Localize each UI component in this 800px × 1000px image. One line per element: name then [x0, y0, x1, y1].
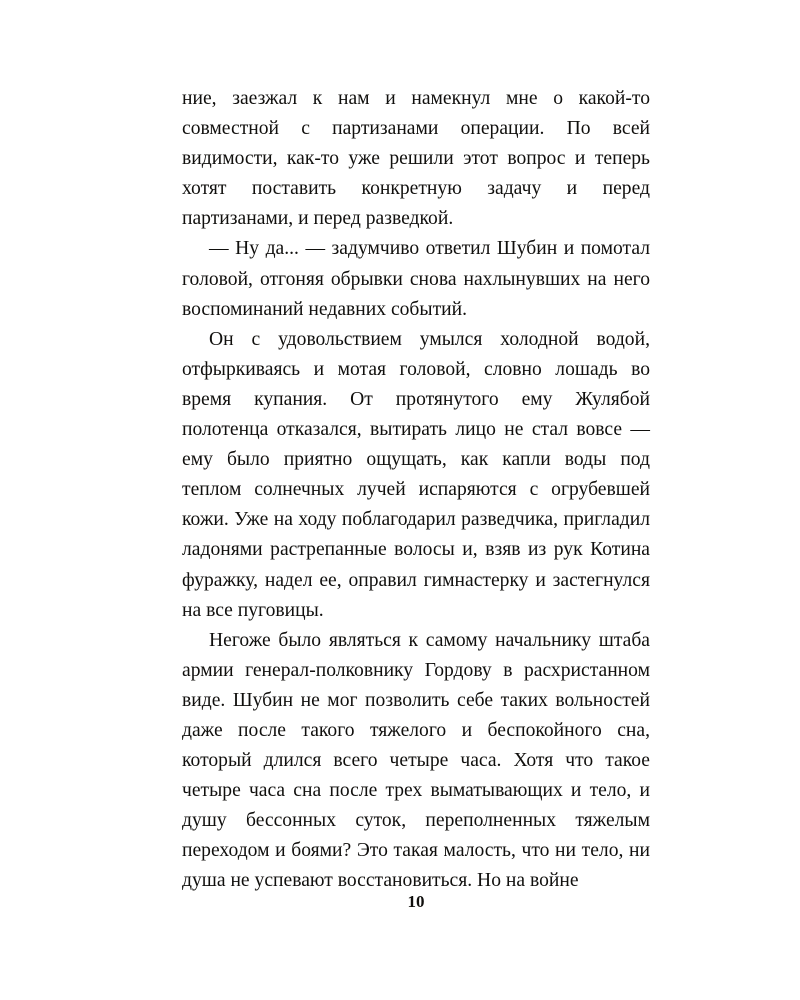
paragraph: Негоже было являться к самому начальнику штаба армии генерал-полковнику Гордову в расхристанном виде. Шубин не мог позволить себе таких вольностей даже после такого тяжелого и беспокойного сна, который длился всего четыре часа. Хотя что такое четыре часа сна после трех выматывающих и тело, и душу бессонных суток, переполненных тяжелым переходом и боями? Это такая малость, что ни тело, ни душа не успевают восстановиться. Но на войне [182, 629, 650, 892]
page-text-block [182, 84, 650, 897]
paragraph: — Ну да... — задумчиво ответил Шубин и помотал головой, отгоняя обрывки снова нахлынувших на него воспоминаний недавних событий. [182, 238, 650, 320]
paragraph: Он с удовольствием умылся холодной водой, отфыркиваясь и мотая головой, словно лошадь во время купания. От протянутого ему Жулябой полотенца отказался, вытирать лицо не стал вовсе — ему было приятно ощущать, как капли воды под теплом солнечных лучей испаряются с огрубевшей кожи. Уже на ходу поблагодарил разведчика, пригладил ладонями растрепанные волосы и, взяв из рук Котина фуражку, надел ее, оправил гимнастерку и застегнулся на все пуговицы. [182, 328, 650, 621]
paragraph: ние, заезжал к нам и намекнул мне о какой-то совместной с партизанами операции. По всей видимости, как-то уже решили этот вопрос и теперь хотят поставить конкретную задачу и перед партизанами, и перед разведкой. [182, 88, 650, 230]
page-number: 10 [407, 892, 425, 911]
